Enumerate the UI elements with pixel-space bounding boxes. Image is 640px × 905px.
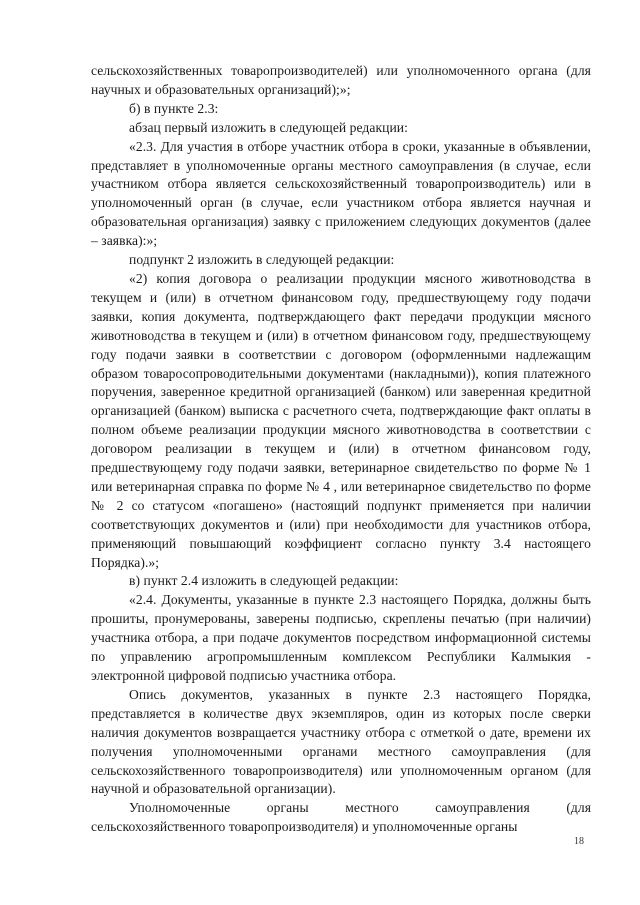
paragraph-authorized-bodies: Уполномоченные органы местного самоуправления (для сельскохозяйственного товаропроизводителя) и уполномоченные органы: [91, 800, 591, 835]
paragraph-item-v: в) пункт 2.4 изложить в следующей редакции:: [129, 573, 399, 589]
paragraph-inventory: Опись документов, указанных в пункте 2.3 настоящего Порядка, представляется в количестве двух экземпляров, один из которых после сверки наличия документов возвращается участнику отбора с отметкой о дате, времени их получения уполномоченными органами местного самоуправления (для сельскохозяйственного товаропроизводителя) или уполномоченным органом (для научной и образовательной организации).: [91, 686, 591, 797]
paragraph-clause-2-3: «2.3. Для участия в отборе участник отбора в сроки, указанные в объявлении, представляет в уполномоченные органы местного самоуправления (в случае, если участником отбора является сельскохозяйственный товаропроизводитель) или в уполномоченный орган (в случае, если участником отбора является научная и образовательная организация) заявку с приложением следующих документов (далее – заявка):»;: [91, 138, 591, 249]
paragraph-clause-2-4: «2.4. Документы, указанные в пункте 2.3 настоящего Порядка, должны быть прошиты, пронумерованы, заверены подписью, скреплены печатью (при наличии) участника отбора, а при подаче документов посредством информационной системы по управлению агропромышленным комплексом Республики Калмыкия - электронной цифровой подписью участника отбора.: [91, 592, 591, 683]
paragraph-item-b: б) в пункте 2.3:: [129, 100, 219, 116]
page-number: 18: [574, 836, 584, 847]
paragraph-subpoint-2: «2) копия договора о реализации продукции мясного животноводства в текущем и (или) в отчетном финансовом году, предшествующему году подачи заявки, копия документа, подтверждающего факт передачи продукции мясного животноводства в текущем и (или) в отчетном финансовом году, предшествующему году подачи заявки в соответствии с договором (оформленными надлежащим образом товаросопроводительными документами (накладными)), копия платежного поручения, заверенное кредитной организацией (банком) или заверенная кредитной организацией (банком) выписка с расчетного счета, подтверждающие факт оплаты в полном объеме реализации продукции мясного животноводства в соответствии с договором реализации в текущем и (или) в отчетном финансовом году, предшествующему году подачи заявки, ветеринарное свидетельство по форме № 1 или ветеринарная справка по форме № 4 , или ветеринарное свидетельство по форме № 2 со статусом «погашено» (настоящий подпункт применяется при наличии соответствующих документов и (или) при необходимости для участников отбора, применяющий повышающий коэффициент согласно пункту 3.4 настоящего Порядка).»;: [91, 270, 591, 570]
paragraph-instruction-subpoint-2: подпункт 2 изложить в следующей редакции:: [129, 252, 395, 268]
paragraph-instruction-first-abzac: абзац первый изложить в следующей редакции:: [129, 119, 408, 135]
paragraph-continuation: сельскохозяйственных товаропроизводителей) или уполномоченного органа (для научных и образовательных организаций);»;: [91, 63, 591, 97]
document-body: [91, 62, 591, 837]
